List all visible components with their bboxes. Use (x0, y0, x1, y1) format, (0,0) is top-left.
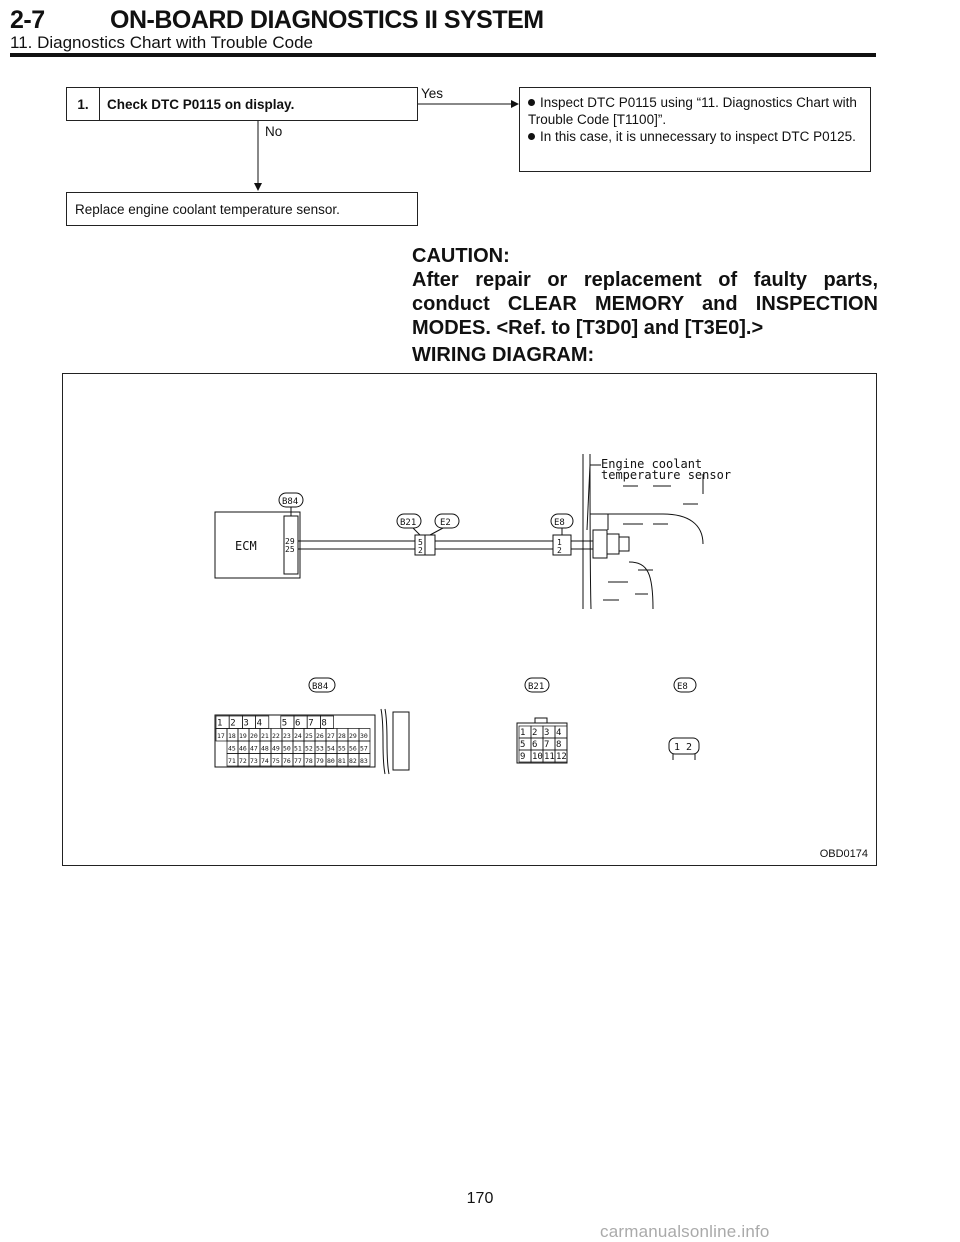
connector-pin-label: 6 (532, 740, 538, 750)
connector-pin-label: 4 (256, 718, 263, 729)
e8-connector-face (669, 738, 699, 760)
bullet-icon (528, 99, 535, 106)
connector-pin-label: 53 (316, 744, 324, 753)
yes-item: Inspect DTC P0115 using “11. Diagnostics Chart with Trouble Code [T1100]”. (528, 95, 857, 127)
connector-pin-label: 45 (228, 744, 236, 753)
bullet-icon (528, 133, 535, 140)
connector-pin-label: 1 (217, 718, 223, 729)
connector-pin-label: 18 (228, 732, 236, 740)
connector-pin-label: 7 (308, 718, 314, 729)
page-number: 170 (466, 1190, 494, 1207)
connector-pin-label: 27 (327, 732, 335, 740)
connector-pin-label: 29 (349, 732, 357, 740)
connector-pin-label: 50 (283, 744, 291, 753)
b21-pin: 2 (418, 546, 423, 555)
b21-label: B21 (400, 518, 417, 528)
connector-pin-label: 74 (261, 757, 269, 765)
connector-pin-label: 83 (360, 757, 368, 765)
e8-label: E8 (554, 518, 565, 528)
yes-item: In this case, it is unnecessary to inspect DTC P0125. (528, 128, 862, 145)
no-label: No (265, 124, 283, 139)
connector-pin-label: 20 (250, 732, 258, 740)
connector-pin-label: 75 (272, 757, 280, 765)
e8-face-pins: 1 2 (674, 742, 693, 753)
ecm-label: ECM (235, 539, 257, 553)
caution-block (412, 244, 878, 340)
connector-pin-label: 3 (243, 718, 249, 729)
connector-pin-label: 30 (360, 732, 368, 740)
connector-pin-label: 77 (294, 757, 302, 765)
watermark: carmanualsonline.info (600, 1222, 770, 1241)
connector-pin-label: 22 (272, 732, 280, 740)
connector-pin-label: 46 (239, 744, 247, 753)
connector-pin-label: 12 (556, 752, 567, 762)
b84-label: B84 (282, 497, 299, 507)
page-subtitle: 11. Diagnostics Chart with Trouble Code (10, 33, 314, 52)
connector-pin-label: 19 (239, 732, 247, 740)
connector-pin-label: 71 (228, 757, 236, 765)
connector-pin-label: 24 (294, 732, 302, 740)
connector-pin-label: 82 (349, 757, 357, 765)
connector-pin-label: 2 (532, 728, 538, 738)
connector-pin-label: 80 (327, 757, 335, 765)
wiring-diagram-title: WIRING DIAGRAM: (412, 344, 595, 366)
connector-pin-label: 1 (520, 728, 526, 738)
connector-pin-label: 54 (327, 744, 335, 753)
yes-arrowhead (511, 100, 519, 108)
e2-label: E2 (440, 518, 451, 528)
connector-pin-label: 11 (544, 752, 555, 762)
e8-pin: 2 (557, 546, 562, 555)
e8-pin: 1 (557, 538, 562, 547)
b84-connector-face (215, 709, 409, 774)
connector-pin-label: 26 (316, 732, 324, 740)
wiring-diagram-figure (62, 373, 877, 866)
connector-pin-label: 7 (544, 740, 550, 750)
connector-pin-label: 25 (305, 732, 313, 740)
connector-pin-label: 49 (272, 744, 280, 753)
connector-pin-label: 8 (321, 718, 327, 729)
section-number: 2-7 (10, 6, 45, 34)
connector-pin-label: 73 (250, 757, 258, 765)
connector-pin-label: 48 (261, 744, 269, 753)
connector-pin-label: 57 (360, 744, 368, 753)
step-label: Check DTC P0115 on display. (107, 96, 295, 112)
caution-title: CAUTION: (412, 245, 510, 267)
e8-face-label: E8 (677, 682, 688, 692)
connector-pin-label: 23 (283, 732, 291, 740)
connector-pin-label: 3 (544, 728, 550, 738)
connector-pin-label: 9 (520, 752, 526, 762)
page-title: ON-BOARD DIAGNOSTICS II SYSTEM (110, 6, 544, 34)
sensor-label-line1: Engine coolant (601, 457, 703, 471)
yes-result-box (519, 87, 871, 172)
no-arrowhead (254, 183, 262, 191)
connector-pin-label: 8 (556, 740, 562, 750)
connector-pin-label: 55 (338, 744, 346, 753)
connector-pin-label: 52 (305, 744, 313, 753)
connector-pin-label: 51 (294, 744, 302, 753)
connector-pin-label: 28 (338, 732, 346, 740)
connector-pin-label: 81 (338, 757, 346, 765)
ecm-pin: 25 (285, 545, 295, 554)
connector-pin-label: 17 (217, 732, 225, 740)
b21-pin: 5 (418, 538, 423, 547)
wiring-diagram-drawing (63, 374, 876, 865)
connector-pin-label: 5 (281, 718, 288, 729)
no-result-text: Replace engine coolant temperature sensor. (75, 201, 340, 217)
b21-face-label: B21 (528, 682, 545, 692)
connector-pin-label: 79 (316, 757, 324, 765)
connector-pin-label: 10 (532, 752, 543, 762)
connector-pin-label: 72 (239, 757, 247, 765)
connector-pin-label: 56 (349, 744, 357, 753)
connector-pin-label: 76 (283, 757, 291, 765)
step-number: 1. (67, 88, 100, 120)
caution-body: After repair or replacement of faulty parts, conduct CLEAR MEMORY and INSPECTION MODES. <Ref. to [T3D0] and [T3E0].> (412, 269, 878, 339)
connector-pin-label: 6 (295, 718, 301, 729)
no-result-box (66, 192, 418, 226)
sensor-label-line2: temperature sensor (601, 468, 732, 482)
figure-id: OBD0174 (819, 848, 868, 860)
b21-connector-face (517, 718, 567, 763)
connector-pin-label: 5 (520, 740, 526, 750)
yes-label: Yes (421, 86, 444, 101)
connector-pin-label: 78 (305, 757, 313, 765)
ecm-pin: 29 (285, 537, 295, 546)
connector-pin-label: 4 (556, 728, 562, 738)
connector-pin-label: 21 (261, 732, 269, 740)
connector-pin-label: 47 (250, 744, 258, 753)
connector-pin-label: 2 (230, 718, 236, 729)
b84-face-label: B84 (312, 682, 329, 692)
